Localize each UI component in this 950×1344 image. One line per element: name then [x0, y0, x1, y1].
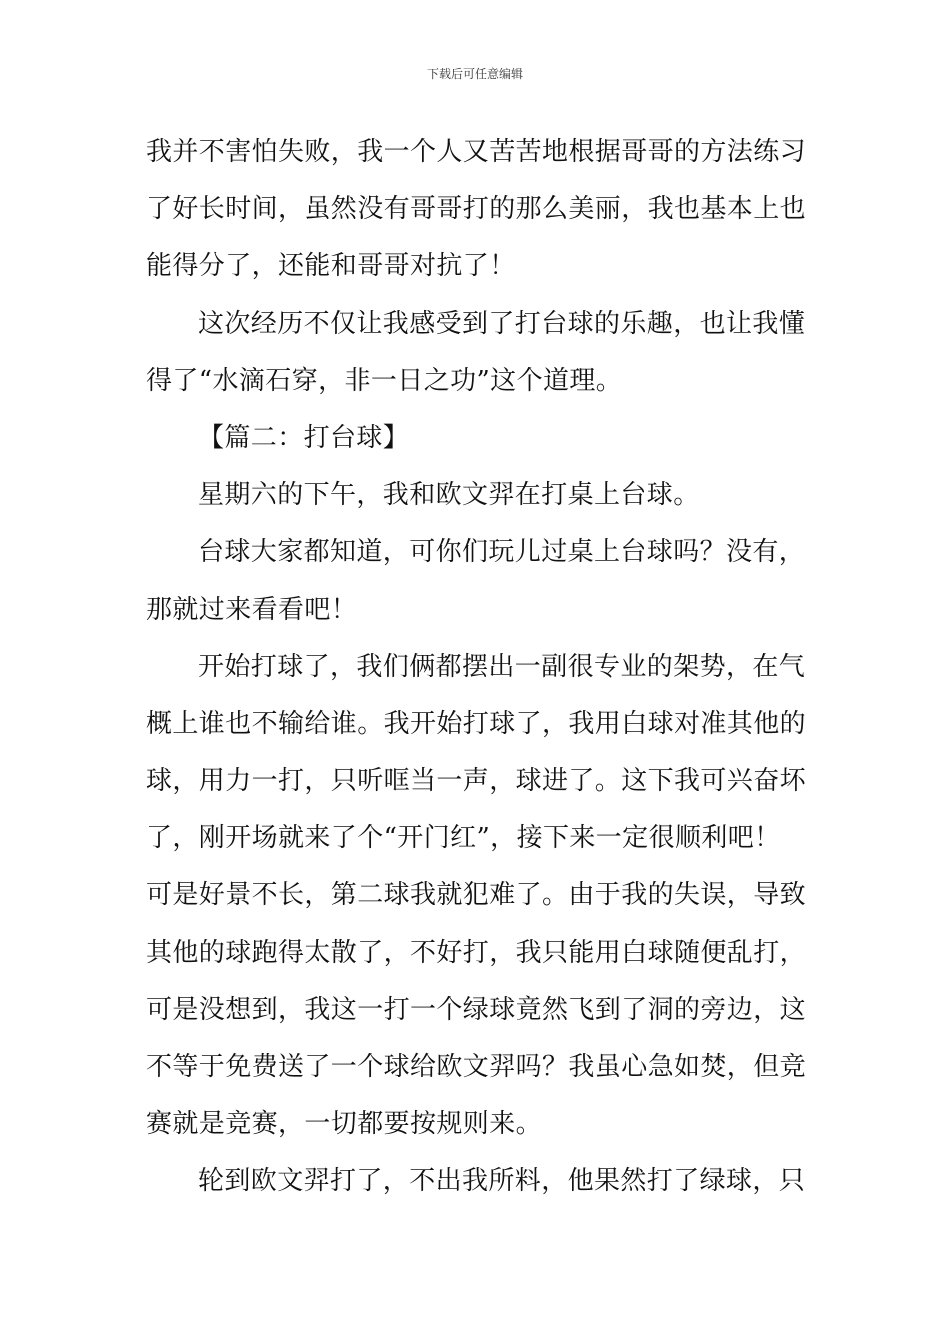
- text-line: 了好长时间，虽然没有哥哥打的那么美丽，我也基本上也: [146, 194, 807, 225]
- text-line: 不等于免费送了一个球给欧文羿吗？我虽心急如焚，但竞: [146, 1052, 807, 1082]
- text-line: 概上谁也不输给谁。我开始打球了，我用白球对准其他的: [146, 708, 807, 739]
- text-line: 其他的球跑得太散了，不好打，我只能用白球随便乱打，: [146, 937, 807, 968]
- paragraph-start-line: 星期六的下午，我和欧文羿在打桌上台球。: [198, 480, 700, 511]
- text-line: 赛就是竞赛，一切都要按规则来。: [146, 1109, 543, 1140]
- document-body: [146, 124, 806, 1211]
- text-line: 我并不害怕失败，我一个人又苦苦地根据哥哥的方法练习: [146, 137, 807, 167]
- text-line: 了，刚开场就来了个“开门红”，接下来一定很顺利吧！: [146, 823, 781, 854]
- paragraph-start-line: 轮到欧文羿打了，不出我所料，他果然打了绿球，只: [198, 1166, 806, 1197]
- text-line: 得了“水滴石穿，非一日之功”这个道理。: [146, 365, 623, 396]
- text-line: 球，用力一打，只听哐当一声，球进了。这下我可兴奋坏: [146, 766, 807, 797]
- paragraph-start-line: 开始打球了，我们俩都摆出一副很专业的架势，在气: [198, 651, 806, 682]
- text-line: 可是没想到，我这一打一个绿球竟然飞到了洞的旁边，这: [146, 994, 807, 1025]
- paragraph-start-line: 这次经历不仅让我感受到了打台球的乐趣，也让我懂: [198, 308, 806, 339]
- text-line: 可是好景不长，第二球我就犯难了。由于我的失误，导致: [146, 880, 807, 911]
- page-header: 下载后可任意编辑: [426, 67, 523, 81]
- text-line: 那就过来看看吧！: [146, 594, 358, 625]
- section-heading: 【篇二：打台球】: [198, 422, 410, 453]
- paragraph-start-line: 台球大家都知道，可你们玩儿过桌上台球吗？没有，: [198, 537, 806, 568]
- text-line: 能得分了，还能和哥哥对抗了！: [146, 251, 516, 282]
